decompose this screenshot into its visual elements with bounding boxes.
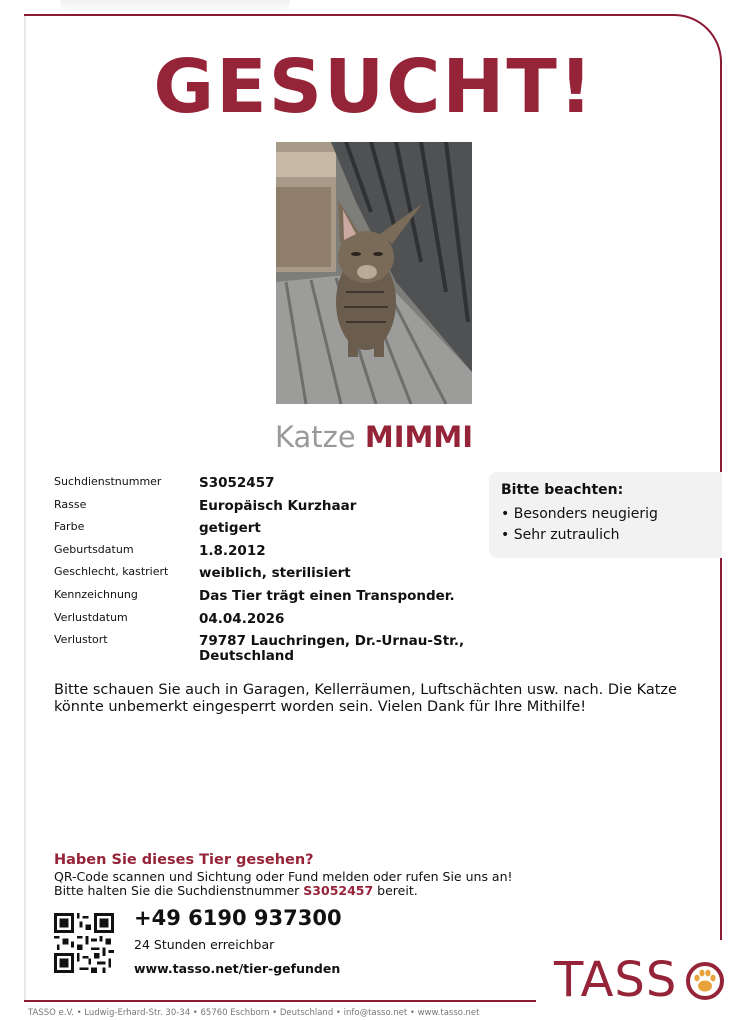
qr-code-icon <box>54 913 114 973</box>
detail-row <box>54 611 484 634</box>
tasso-logo: TASS <box>554 952 678 1008</box>
detail-row <box>54 475 484 498</box>
detail-label: Geburtsdatum <box>54 542 134 556</box>
availability: 24 Stunden erreichbar <box>134 937 275 952</box>
detail-label: Rasse <box>54 497 87 511</box>
notes-item: • Sehr zutraulich <box>501 527 620 543</box>
footer-address: TASSO e.V. • Ludwig-Erhard-Str. 30-34 • 65760 Eschborn • Deutschland • info@tasso.net • www.tasso.net <box>28 1008 480 1018</box>
notes-title: Bitte beachten: <box>501 482 624 498</box>
details-table <box>54 475 484 665</box>
animal-species: Katze <box>274 420 356 454</box>
detail-label: Suchdienstnummer <box>54 475 162 488</box>
phone-number[interactable]: +49 6190 937300 <box>134 906 342 930</box>
poster-title: GESUCHT! <box>153 44 595 130</box>
cta-line-2-text: Bitte halten Sie die Suchdienstnummer <box>54 883 300 898</box>
qr-code[interactable] <box>54 913 114 973</box>
detail-row <box>54 565 484 588</box>
cta-line-2-end: bereit. <box>377 883 418 898</box>
animal-heading <box>0 420 748 454</box>
detail-value: S3052457 <box>199 475 275 491</box>
detail-label: Geschlecht, kastriert <box>54 565 169 579</box>
detail-value: getigert <box>199 520 261 537</box>
detail-row <box>54 520 484 543</box>
detail-value: 04.04.2026 <box>199 610 285 627</box>
paw-logo-icon <box>684 960 726 1002</box>
cat-photo <box>276 142 472 404</box>
animal-name: MIMMI <box>364 420 474 454</box>
info-paragraph: Bitte schauen Sie auch in Garagen, Kellerräumen, Luftschächten usw. nach. Die Katze könnte unbemerkt eingesperrt worden sein. Vielen Dank für Ihre Mithilfe! <box>54 682 677 715</box>
detail-row <box>54 633 484 665</box>
cat-photo-image <box>276 142 472 404</box>
detail-label: Verlustort <box>54 633 108 647</box>
detail-label: Kennzeichnung <box>54 587 138 601</box>
cta-search-number: S3052457 <box>303 883 374 898</box>
cta-title: Haben Sie dieses Tier gesehen? <box>54 852 314 868</box>
cta-line-2 <box>54 883 418 898</box>
detail-value: 79787 Lauchringen, Dr.-Urnau-Str., Deutschland <box>199 633 465 665</box>
detail-label: Farbe <box>54 520 85 534</box>
detail-value: weiblich, sterilisiert <box>199 565 351 582</box>
detail-value: Das Tier trägt einen Transponder. <box>199 587 455 604</box>
website-link[interactable]: www.tasso.net/tier-gefunden <box>134 961 341 976</box>
detail-row <box>54 543 484 566</box>
detail-value: Europäisch Kurzhaar <box>199 497 357 514</box>
notes-item: • Besonders neugierig <box>501 506 658 522</box>
detail-label: Verlustdatum <box>54 610 128 624</box>
page-top-shadow <box>60 0 290 14</box>
cta-line-1: QR-Code scannen und Sichtung oder Fund melden oder rufen Sie uns an! <box>54 869 513 884</box>
detail-row <box>54 588 484 611</box>
detail-row <box>54 498 484 521</box>
notes-box <box>489 472 722 558</box>
detail-value: 1.8.2012 <box>199 542 266 559</box>
